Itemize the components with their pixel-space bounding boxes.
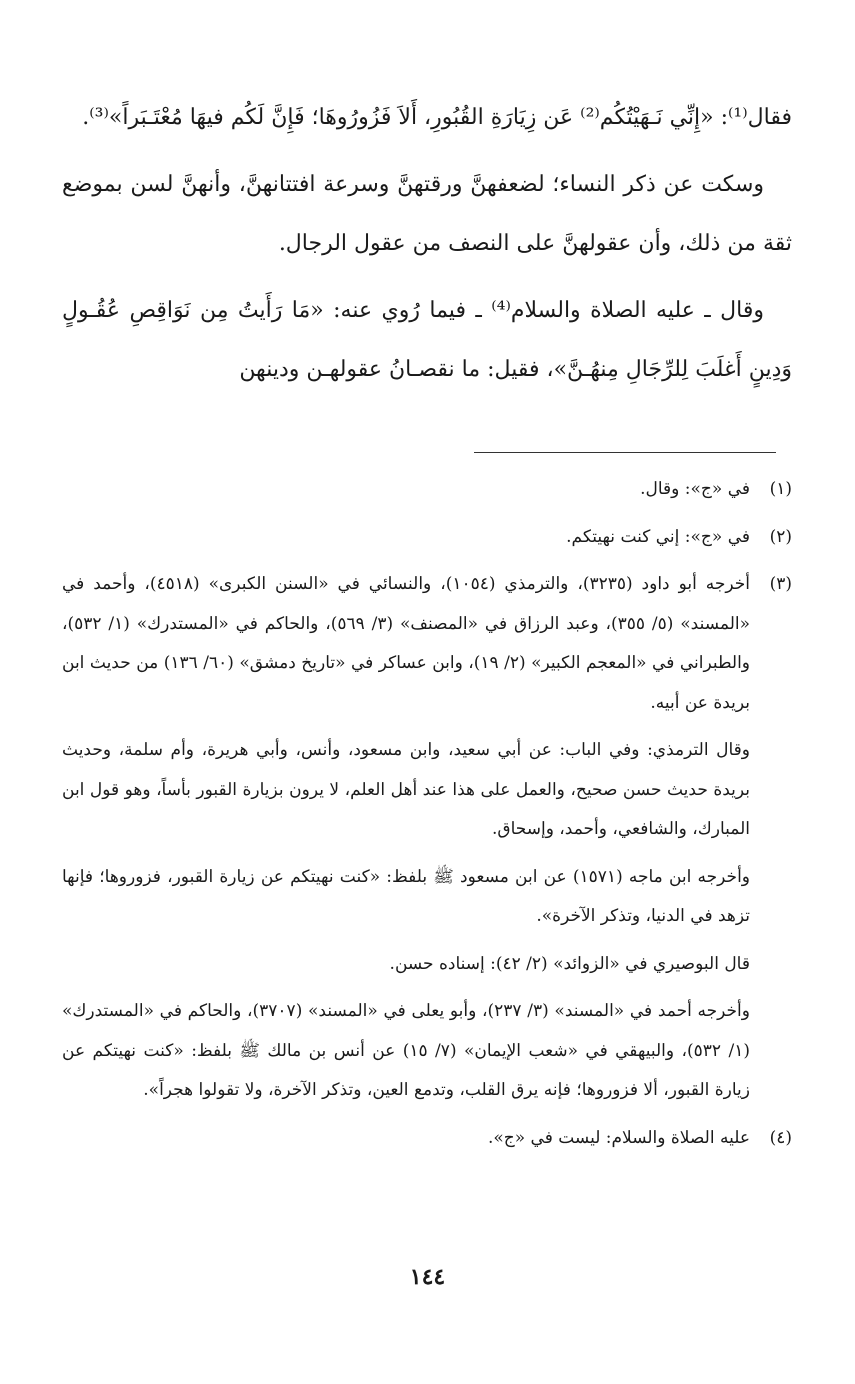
page-number: ١٤٤: [409, 1264, 446, 1290]
footnote-number: (٣): [769, 574, 792, 594]
main-text: [62, 88, 792, 407]
footnote-text: عليه الصلاة والسلام: ليست في «ج».: [487, 1127, 750, 1148]
footnote-text: وأخرجه أحمد في «المسند» (٣/ ٢٣٧)، وأبو يعلى في «المسند» (٣٧٠٧)، والحاكم في «المستدرك» (١/ ٥٣٢)، والبيهقي في «شعب الإيمان» (٧/ ١٥) عن أنس بن مالك ﷺ بلفظ: «كنت نهيتكم عن زيارة القبور، ألا فزوروها؛ فإنه يرق القلب، وتدمع العين، وتذكر الآخرة، ولا تقولوا هجراً».: [62, 1001, 750, 1100]
footnote-1: [62, 470, 792, 518]
footnote-number: (٤): [769, 1127, 792, 1148]
footnote-number: (١): [769, 479, 792, 499]
footnote-text: في «ج»: إني كنت نهيتكم.: [566, 526, 750, 547]
footnote-2: [62, 518, 792, 566]
footnote-text: أخرجه أبو داود (٣٢٣٥)، والترمذي (١٠٥٤)، والنسائي في «السنن الكبرى» (٤٥١٨)، وأحمد في «المسند» (٥/ ٣٥٥)، وعبد الرزاق في «المصنف» (٣/ ٥٦٩)، والحاكم في «المستدرك» (١/ ٥٣٢)، والطبراني في «المعجم الكبير» (٢/ ١٩)، وابن عساكر في «تاريخ دمشق» (٦٠/ ١٣٦) من حديث ابن بريدة عن أبيه.: [62, 574, 751, 713]
paragraph-2: وسكت عن ذكر النساء؛ لضعفهنَّ ورقتهنَّ وسرعة افتتانهنَّ، وأنهنَّ لسن بموضع ثقة من ذلك، وأن عقولهنَّ على النصف من عقول الرجال.: [62, 172, 792, 256]
footnote-3: [62, 565, 792, 1119]
footnote-text: وأخرجه ابن ماجه (١٥٧١) عن ابن مسعود ﷺ بلفظ: «كنت نهيتكم عن زيارة القبور، فزوروها؛ فإنها تزهد في الدنيا، وتذكر الآخرة».: [62, 866, 750, 926]
footnote-number: (٢): [769, 526, 792, 547]
paragraph-1: فقال⁽¹⁾: «إِنِّي نَـهَيْتُكُم⁽²⁾ عَن زِيَارَةِ القُبُورِ، أَلاَ فَزُورُوهَا؛ فَإِنَّ لَكُم فيهَا مُعْتَـبَراً»⁽³⁾.: [82, 105, 792, 130]
paragraph-3: وقال ـ عليه الصلاة والسلام⁽⁴⁾ ـ فيما رُوي عنه: «مَا رَأَيتُ مِن نَوَاقِصِ عُقُـولٍ وَدِينٍ أَغلَبَ لِلرِّجَالِ مِنهُـنَّ»، فقيل: ما نقصـانُ عقولهـن ودينهن: [62, 298, 792, 382]
footnote-text: قال البوصيري في «الزوائد» (٢/ ٤٢): إسناده حسن.: [389, 953, 750, 974]
footnotes: [62, 470, 792, 1166]
footnote-text: في «ج»: وقال.: [640, 479, 750, 499]
footnote-divider: [474, 452, 776, 453]
footnote-text: وقال الترمذي: وفي الباب: عن أبي سعيد، وابن مسعود، وأنس، وأبي هريرة، وأم سلمة، وحديث بريدة حديث حسن صحيح، والعمل على هذا عند أهل العلم، لا يرون بزيارة القبور بأساً، وهو قول ابن المبارك، والشافعي، وأحمد، وإسحاق.: [62, 740, 750, 839]
footnote-4: [62, 1119, 792, 1167]
